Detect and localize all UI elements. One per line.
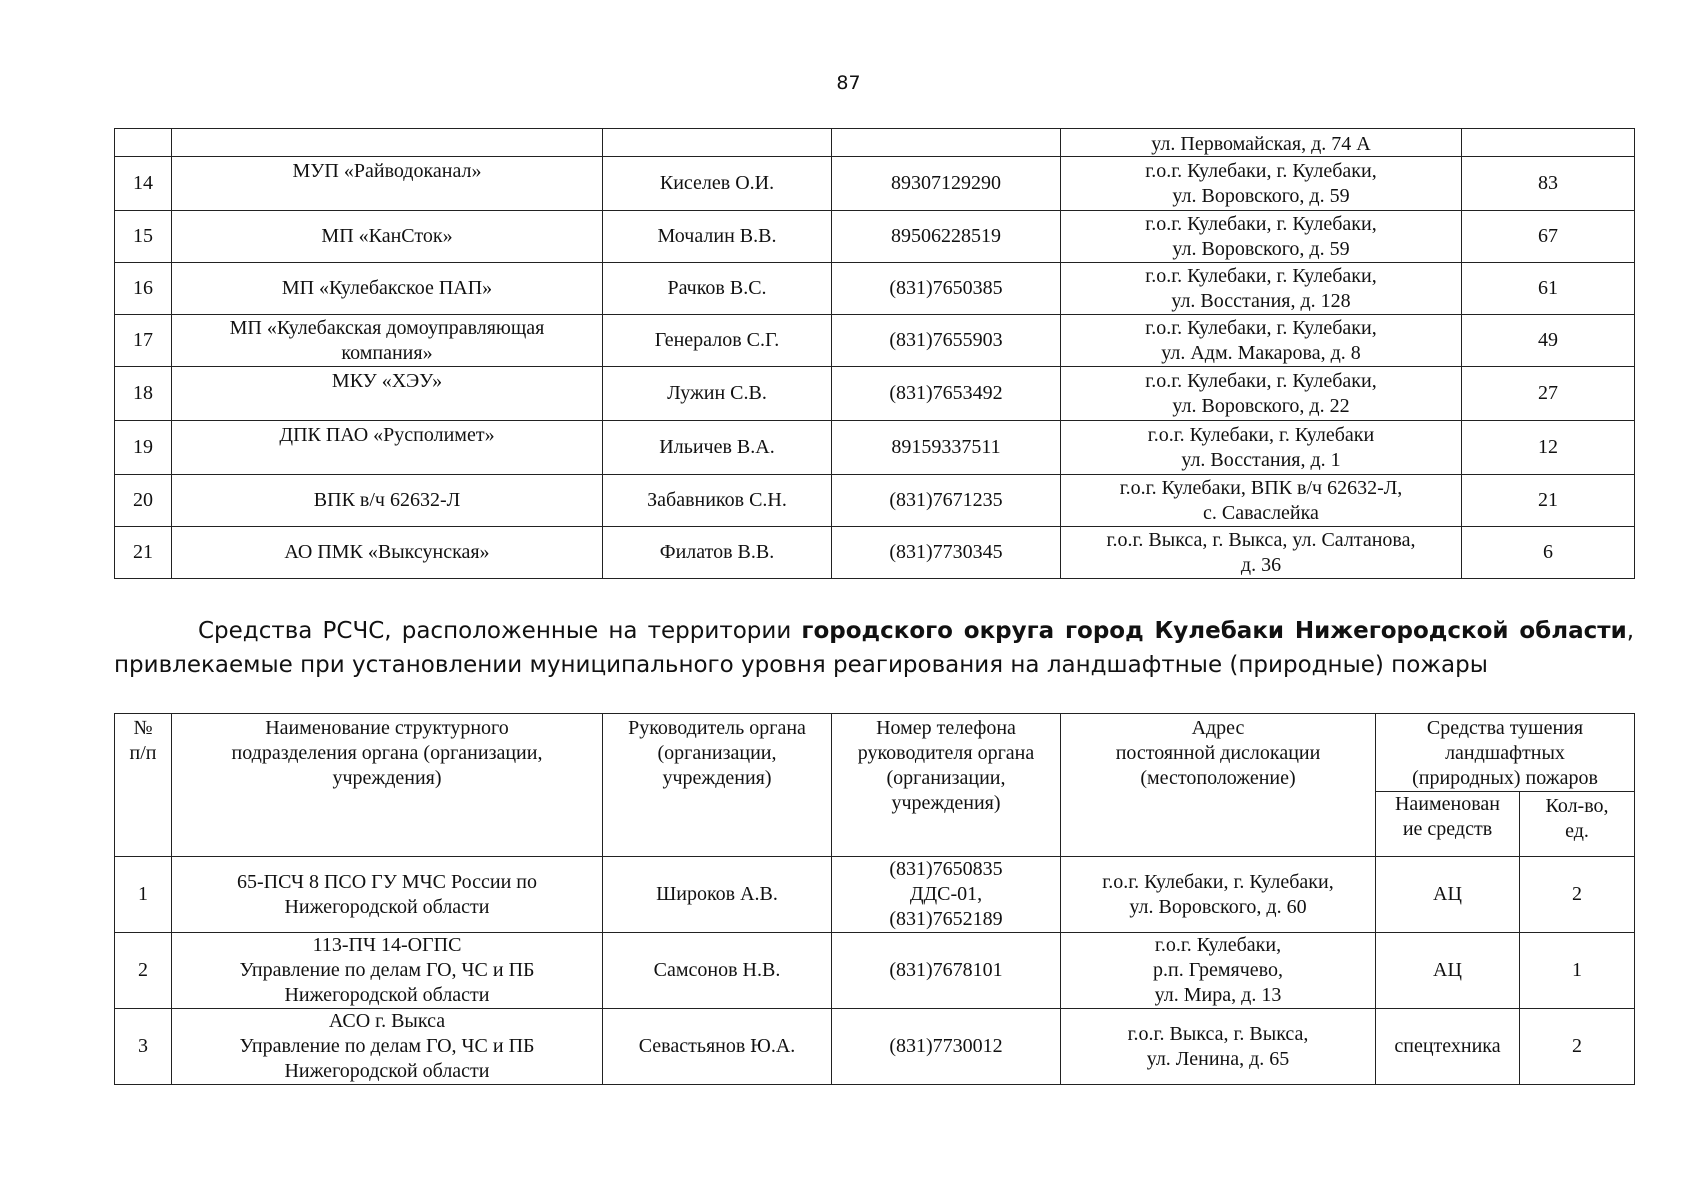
head-name: Мочалин В.В.	[603, 211, 832, 263]
count-cell: 67	[1462, 211, 1635, 263]
head-name: Севастьянов Ю.А.	[603, 1009, 832, 1085]
row-number: 17	[115, 315, 172, 367]
head-name: Филатов В.В.	[603, 527, 832, 579]
phone-number: 89506228519	[832, 211, 1061, 263]
count-cell: 2	[1520, 1009, 1635, 1085]
header-phone: Номер телефона руководителя органа (организации, учреждения)	[832, 714, 1061, 857]
unit-name: АСО г. Выкса Управление по делам ГО, ЧС и ПБ Нижегородской области	[172, 1009, 603, 1085]
unit-name: 65-ПСЧ 8 ПСО ГУ МЧС России по Нижегородской области	[172, 857, 603, 933]
address-cell: г.о.г. Кулебаки, г. Кулебаки ул. Восстания, д. 1	[1061, 421, 1462, 475]
row-number: 15	[115, 211, 172, 263]
phone-number: (831)7730345	[832, 527, 1061, 579]
phone-number: (831)7653492	[832, 367, 1061, 421]
address-cell: г.о.г. Кулебаки, г. Кулебаки, ул. Адм. Макарова, д. 8	[1061, 315, 1462, 367]
organization-name: АО ПМК «Выксунская»	[172, 527, 603, 579]
head-name: Забавников С.Н.	[603, 475, 832, 527]
head-name: Лужин С.В.	[603, 367, 832, 421]
table-row	[115, 315, 1635, 367]
row-number: 20	[115, 475, 172, 527]
address-cell: г.о.г. Кулебаки, р.п. Гремячево, ул. Мира, д. 13	[1061, 933, 1376, 1009]
section-heading: Средства РСЧС, расположенные на территории городского округа город Кулебаки Нижегородской области, привлекаемые при установлении муниципального уровня реагирования на ландшафтные (природные) пожары	[114, 618, 1634, 678]
address-cell: г.о.г. Выкса, г. Выкса, ул. Ленина, д. 65	[1061, 1009, 1376, 1085]
phone-number: (831)7650385	[832, 263, 1061, 315]
address-cell: г.о.г. Кулебаки, ВПК в/ч 62632-Л, с. Саваслейка	[1061, 475, 1462, 527]
address-cell: г.о.г. Выкса, г. Выкса, ул. Салтанова, д. 36	[1061, 527, 1462, 579]
organization-name: МП «Кулебакское ПАП»	[172, 263, 603, 315]
phone-number: (831)7678101	[832, 933, 1061, 1009]
table-row	[115, 367, 1635, 421]
header-num: № п/п	[115, 714, 172, 857]
head-name: Киселев О.И.	[603, 157, 832, 211]
organizations-table-continued	[114, 128, 1635, 579]
subheader-means-name: Наименован ие средств	[1376, 792, 1520, 857]
head-name: Широков А.В.	[603, 857, 832, 933]
organization-name: МП «КанСток»	[172, 211, 603, 263]
phone-number: (831)7671235	[832, 475, 1061, 527]
address-cell: ул. Первомайская, д. 74 А	[1061, 129, 1462, 157]
phone-number: (831)7730012	[832, 1009, 1061, 1085]
head-name: Генералов С.Г.	[603, 315, 832, 367]
count-cell: 49	[1462, 315, 1635, 367]
row-number: 19	[115, 421, 172, 475]
address-cell: г.о.г. Кулебаки, г. Кулебаки, ул. Воровского, д. 59	[1061, 211, 1462, 263]
table-row	[115, 933, 1635, 1009]
header-name: Наименование структурного подразделения органа (организации, учреждения)	[172, 714, 603, 857]
address-cell: г.о.г. Кулебаки, г. Кулебаки, ул. Восстания, д. 128	[1061, 263, 1462, 315]
count-cell: 12	[1462, 421, 1635, 475]
page-number: 87	[836, 72, 861, 94]
organization-name: ВПК в/ч 62632-Л	[172, 475, 603, 527]
phone-number: 89307129290	[832, 157, 1061, 211]
organization-name: МУП «Райводоканал»	[172, 157, 603, 211]
header-means: Средства тушения ландшафтных (природных) пожаров	[1376, 714, 1635, 792]
row-number: 18	[115, 367, 172, 421]
address-cell: г.о.г. Кулебаки, г. Кулебаки, ул. Воровского, д. 60	[1061, 857, 1376, 933]
phone-number: (831)7650835 ДДС-01, (831)7652189	[832, 857, 1061, 933]
landscape-fire-means-table	[114, 713, 1635, 1085]
count-cell: 83	[1462, 157, 1635, 211]
organization-name: МКУ «ХЭУ»	[172, 367, 603, 421]
unit-name: 113-ПЧ 14-ОГПС Управление по делам ГО, ЧС и ПБ Нижегородской области	[172, 933, 603, 1009]
table-row	[115, 527, 1635, 579]
count-cell: 21	[1462, 475, 1635, 527]
table-row	[115, 421, 1635, 475]
table-row	[115, 263, 1635, 315]
row-number: 16	[115, 263, 172, 315]
address-cell: г.о.г. Кулебаки, г. Кулебаки, ул. Воровского, д. 59	[1061, 157, 1462, 211]
subheader-count: Кол-во, ед.	[1520, 792, 1635, 857]
means-name: АЦ	[1376, 857, 1520, 933]
organization-name: МП «Кулебакская домоуправляющая компания»	[172, 315, 603, 367]
means-name: спецтехника	[1376, 1009, 1520, 1085]
header-head: Руководитель органа (организации, учреждения)	[603, 714, 832, 857]
row-number: 3	[115, 1009, 172, 1085]
count-cell: 2	[1520, 857, 1635, 933]
table-row	[115, 129, 1635, 157]
table-header-row	[115, 714, 1635, 792]
address-cell: г.о.г. Кулебаки, г. Кулебаки, ул. Воровского, д. 22	[1061, 367, 1462, 421]
count-cell: 6	[1462, 527, 1635, 579]
organization-name: ДПК ПАО «Русполимет»	[172, 421, 603, 475]
head-name: Рачков В.С.	[603, 263, 832, 315]
table-row	[115, 857, 1635, 933]
table-row	[115, 211, 1635, 263]
row-number: 2	[115, 933, 172, 1009]
table-row	[115, 475, 1635, 527]
table-row	[115, 1009, 1635, 1085]
means-name: АЦ	[1376, 933, 1520, 1009]
head-name: Самсонов Н.В.	[603, 933, 832, 1009]
head-name: Ильичев В.А.	[603, 421, 832, 475]
count-cell: 27	[1462, 367, 1635, 421]
header-address: Адрес постоянной дислокации (местоположение)	[1061, 714, 1376, 857]
row-number: 1	[115, 857, 172, 933]
count-cell: 1	[1520, 933, 1635, 1009]
phone-number: 89159337511	[832, 421, 1061, 475]
phone-number: (831)7655903	[832, 315, 1061, 367]
count-cell: 61	[1462, 263, 1635, 315]
row-number: 21	[115, 527, 172, 579]
table-row	[115, 157, 1635, 211]
row-number: 14	[115, 157, 172, 211]
